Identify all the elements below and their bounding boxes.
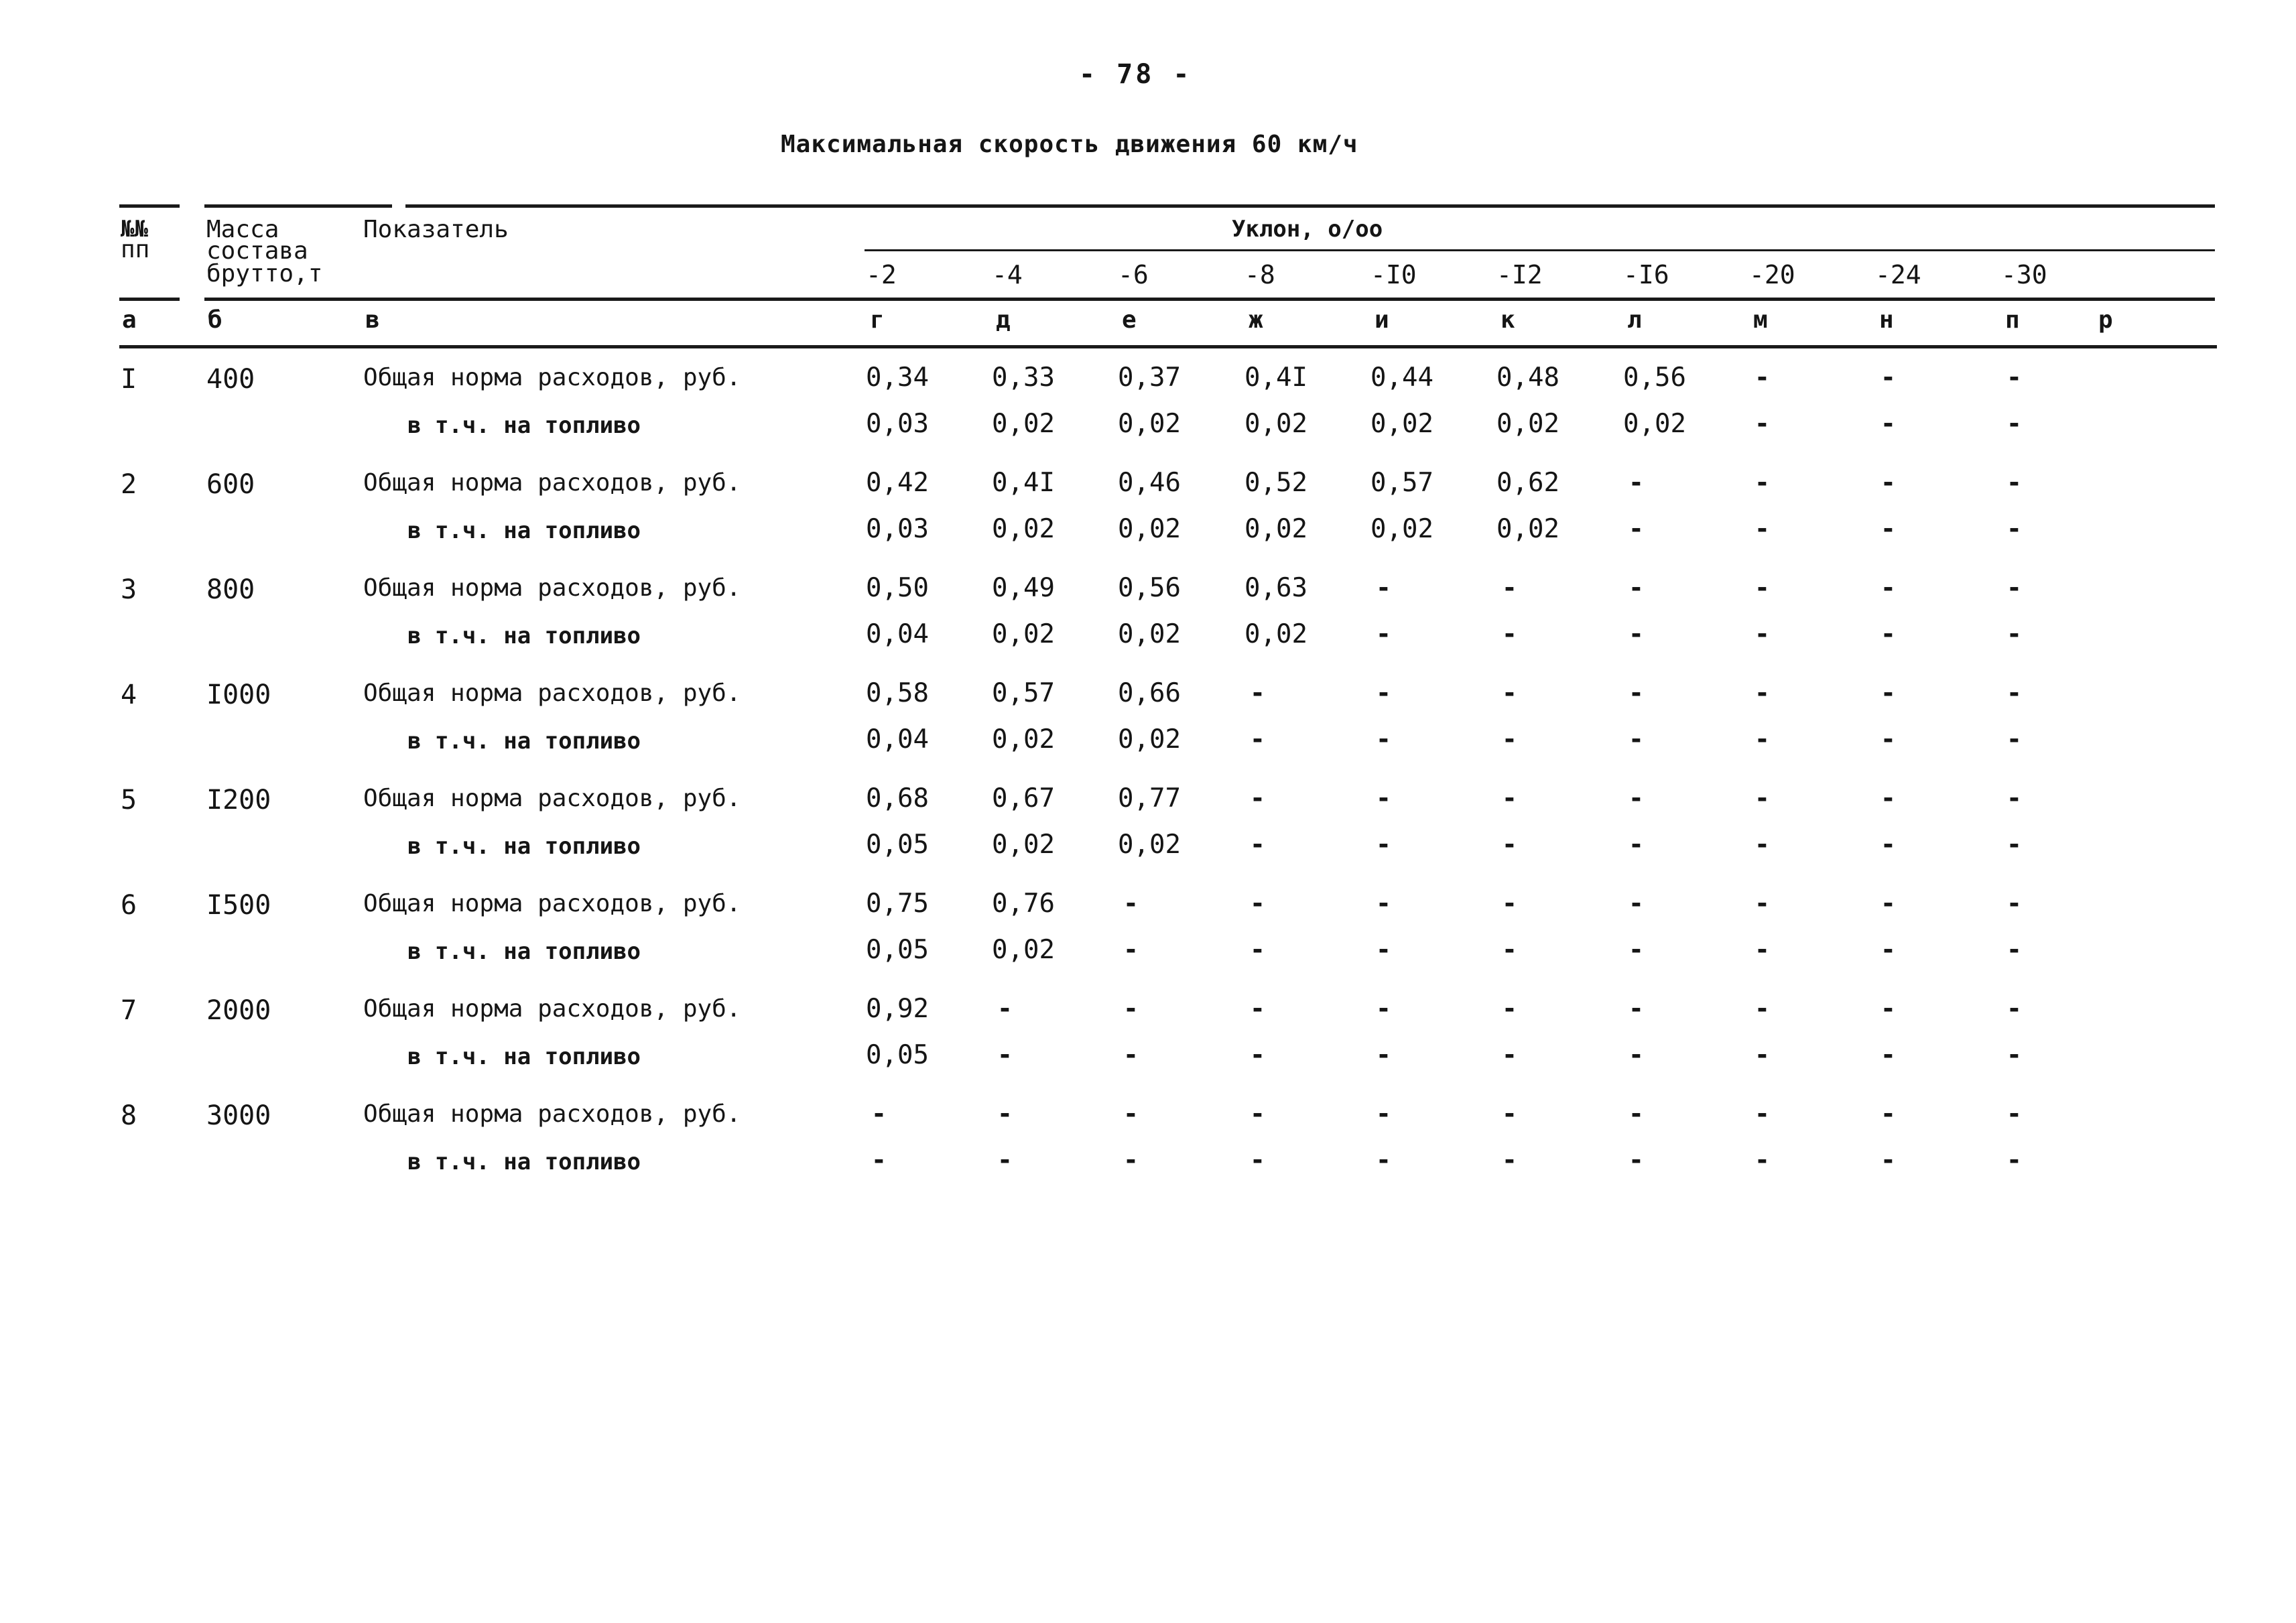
dash-cell: -	[1755, 409, 1770, 438]
dash-cell: -	[871, 1145, 887, 1175]
dash-cell: -	[1755, 889, 1770, 918]
dash-cell: -	[1502, 1145, 1517, 1175]
total-value-cell: 0,33	[992, 363, 1055, 393]
dash-cell: -	[1629, 783, 1644, 813]
total-value-cell: 0,57	[992, 678, 1055, 708]
header-bottom-rule-main	[362, 298, 2215, 301]
fuel-value-cell: 0,05	[866, 1040, 929, 1070]
dash-cell: -	[1629, 468, 1644, 497]
fuel-value-cell: 0,04	[866, 724, 929, 755]
dash-cell: -	[1755, 1099, 1770, 1128]
dash-cell: -	[1755, 619, 1770, 649]
total-value-cell: 0,63	[1245, 573, 1308, 603]
dash-cell: -	[1629, 830, 1644, 859]
dash-cell: -	[2006, 724, 2022, 754]
dash-cell: -	[2006, 514, 2022, 543]
total-value-cell: 0,4I	[992, 468, 1055, 498]
dash-cell: -	[1502, 889, 1517, 918]
column-letter: б	[208, 306, 222, 334]
fuel-value-cell: 0,02	[992, 514, 1055, 544]
fuel-value-cell: 0,02	[1118, 830, 1181, 860]
header-bottom-rule-left	[119, 298, 180, 301]
grade-subheader-rule	[865, 249, 2215, 251]
row-fuel-label: в т.ч. на топливо	[407, 1149, 641, 1175]
dash-cell: -	[2006, 783, 2022, 813]
row-total-label: Общая норма расходов, руб.	[363, 364, 741, 391]
total-value-cell: 0,56	[1623, 363, 1686, 393]
total-value-cell: 0,48	[1496, 363, 1559, 393]
dash-cell: -	[1376, 994, 1391, 1023]
dash-cell: -	[1755, 514, 1770, 543]
dash-cell: -	[2006, 830, 2022, 859]
dash-cell: -	[2006, 409, 2022, 438]
dash-cell: -	[1250, 783, 1265, 813]
header-mass-2: состава	[206, 237, 308, 265]
row-fuel-label: в т.ч. на топливо	[407, 623, 641, 649]
fuel-value-cell: 0,05	[866, 830, 929, 860]
total-value-cell: 0,67	[992, 783, 1055, 814]
dash-cell: -	[1376, 889, 1391, 918]
dash-cell: -	[1755, 935, 1770, 964]
row-total-label: Общая норма расходов, руб.	[363, 679, 741, 707]
row-total-label: Общая норма расходов, руб.	[363, 574, 741, 602]
grade-header-cell: -20	[1749, 260, 1795, 289]
header-bottom-rule-mass	[204, 298, 365, 301]
column-letter: и	[1375, 306, 1389, 334]
column-letter: г	[870, 306, 885, 334]
dash-cell: -	[2006, 468, 2022, 497]
fuel-value-cell: 0,02	[1370, 409, 1433, 439]
dash-cell: -	[2006, 1040, 2022, 1069]
fuel-value-cell: 0,02	[1245, 619, 1308, 649]
total-value-cell: 0,58	[866, 678, 929, 708]
dash-cell: -	[1123, 994, 1139, 1023]
header-indicator: Показатель	[363, 216, 509, 243]
row-fuel-label: в т.ч. на топливо	[407, 833, 641, 860]
dash-cell: -	[1123, 1040, 1139, 1069]
row-mass: 800	[206, 574, 255, 605]
dash-cell: -	[2006, 889, 2022, 918]
grade-header-cell: -8	[1245, 260, 1275, 289]
page-title: Максимальная скорость движения 60 км/ч	[781, 131, 1358, 158]
table-top-rule-left	[119, 204, 180, 208]
column-letter: л	[1627, 306, 1642, 334]
fuel-value-cell: 0,02	[992, 935, 1055, 965]
total-value-cell: 0,66	[1118, 678, 1181, 708]
dash-cell: -	[1376, 1099, 1391, 1128]
dash-cell: -	[1629, 889, 1644, 918]
page-number: - 78 -	[1079, 59, 1192, 90]
dash-cell: -	[1376, 724, 1391, 754]
dash-cell: -	[1250, 935, 1265, 964]
dash-cell: -	[1502, 994, 1517, 1023]
dash-cell: -	[2006, 994, 2022, 1023]
row-fuel-label: в т.ч. на топливо	[407, 728, 641, 755]
row-total-label: Общая норма расходов, руб.	[363, 1100, 741, 1128]
dash-cell: -	[1880, 889, 1896, 918]
column-letter: м	[1753, 306, 1768, 334]
table-top-rule-mass	[204, 204, 392, 208]
dash-cell: -	[2006, 678, 2022, 708]
dash-cell: -	[1502, 724, 1517, 754]
column-letter: в	[365, 306, 380, 334]
fuel-value-cell: 0,02	[1118, 619, 1181, 649]
dash-cell: -	[997, 1040, 1013, 1069]
dash-cell: -	[1880, 1099, 1896, 1128]
fuel-value-cell: 0,02	[1118, 409, 1181, 439]
header-grade-group: Уклон, о/оо	[1232, 216, 1383, 243]
dash-cell: -	[1502, 678, 1517, 708]
dash-cell: -	[1250, 889, 1265, 918]
row-mass: 3000	[206, 1100, 271, 1131]
dash-cell: -	[1250, 994, 1265, 1023]
dash-cell: -	[1880, 830, 1896, 859]
dash-cell: -	[1755, 1145, 1770, 1175]
dash-cell: -	[1880, 514, 1896, 543]
total-value-cell: 0,68	[866, 783, 929, 814]
dash-cell: -	[997, 994, 1013, 1023]
total-value-cell: 0,52	[1245, 468, 1308, 498]
dash-cell: -	[1502, 1040, 1517, 1069]
dash-cell: -	[1250, 830, 1265, 859]
row-mass: I500	[206, 890, 271, 921]
column-letter: к	[1501, 306, 1515, 334]
dash-cell: -	[1376, 1040, 1391, 1069]
dash-cell: -	[1880, 409, 1896, 438]
dash-cell: -	[2006, 363, 2022, 392]
fuel-value-cell: 0,05	[866, 935, 929, 965]
dash-cell: -	[1880, 783, 1896, 813]
dash-cell: -	[1502, 573, 1517, 602]
letter-bottom-rule	[119, 345, 2217, 348]
dash-cell: -	[1755, 1040, 1770, 1069]
row-mass: 2000	[206, 995, 271, 1026]
table-top-rule-main	[405, 204, 2215, 208]
total-value-cell: 0,37	[1118, 363, 1181, 393]
fuel-value-cell: 0,02	[992, 619, 1055, 649]
dash-cell: -	[1755, 830, 1770, 859]
dash-cell: -	[1123, 1099, 1139, 1128]
row-number: 7	[121, 995, 137, 1026]
dash-cell: -	[1376, 678, 1391, 708]
header-no-sub: пп	[121, 236, 150, 263]
row-total-label: Общая норма расходов, руб.	[363, 785, 741, 812]
row-number: 8	[121, 1100, 137, 1131]
column-letter: а	[122, 306, 137, 334]
grade-header-cell: -6	[1118, 260, 1149, 289]
dash-cell: -	[1629, 1099, 1644, 1128]
grade-header-cell: -2	[866, 260, 897, 289]
total-value-cell: 0,57	[1370, 468, 1433, 498]
dash-cell: -	[1880, 1145, 1896, 1175]
row-total-label: Общая норма расходов, руб.	[363, 469, 741, 497]
dash-cell: -	[1123, 1145, 1139, 1175]
row-fuel-label: в т.ч. на топливо	[407, 517, 641, 544]
dash-cell: -	[1376, 783, 1391, 813]
column-letter: н	[1879, 306, 1894, 334]
dash-cell: -	[2006, 619, 2022, 649]
total-value-cell: 0,56	[1118, 573, 1181, 603]
dash-cell: -	[1755, 994, 1770, 1023]
total-value-cell: 0,50	[866, 573, 929, 603]
total-value-cell: 0,92	[866, 994, 929, 1024]
column-letter: д	[996, 306, 1011, 334]
dash-cell: -	[1880, 468, 1896, 497]
row-mass: I200	[206, 785, 271, 816]
row-mass: I000	[206, 679, 271, 710]
grade-header-cell: -4	[992, 260, 1023, 289]
dash-cell: -	[1250, 724, 1265, 754]
dash-cell: -	[1502, 830, 1517, 859]
dash-cell: -	[1880, 935, 1896, 964]
total-value-cell: 0,44	[1370, 363, 1433, 393]
dash-cell: -	[1376, 573, 1391, 602]
dash-cell: -	[1880, 678, 1896, 708]
row-fuel-label: в т.ч. на топливо	[407, 412, 641, 439]
fuel-value-cell: 0,02	[1245, 514, 1308, 544]
dash-cell: -	[1250, 1040, 1265, 1069]
fuel-value-cell: 0,02	[1496, 514, 1559, 544]
dash-cell: -	[1502, 935, 1517, 964]
row-fuel-label: в т.ч. на топливо	[407, 1043, 641, 1070]
fuel-value-cell: 0,02	[1245, 409, 1308, 439]
grade-header-cell: -I2	[1496, 260, 1543, 289]
dash-cell: -	[1880, 619, 1896, 649]
dash-cell: -	[2006, 935, 2022, 964]
dash-cell: -	[1250, 678, 1265, 708]
dash-cell: -	[1755, 573, 1770, 602]
grade-header-cell: -I0	[1370, 260, 1417, 289]
fuel-value-cell: 0,02	[992, 724, 1055, 755]
dash-cell: -	[1755, 468, 1770, 497]
total-value-cell: 0,42	[866, 468, 929, 498]
total-value-cell: 0,49	[992, 573, 1055, 603]
column-letter: р	[2098, 306, 2113, 334]
dash-cell: -	[1629, 678, 1644, 708]
total-value-cell: 0,46	[1118, 468, 1181, 498]
dash-cell: -	[1755, 783, 1770, 813]
row-number: I	[121, 364, 137, 395]
column-letter: е	[1122, 306, 1137, 334]
grade-header-cell: -30	[2001, 260, 2047, 289]
row-fuel-label: в т.ч. на топливо	[407, 938, 641, 965]
dash-cell: -	[1880, 573, 1896, 602]
dash-cell: -	[1502, 783, 1517, 813]
total-value-cell: 0,75	[866, 889, 929, 919]
dash-cell: -	[1629, 573, 1644, 602]
fuel-value-cell: 0,02	[1496, 409, 1559, 439]
dash-cell: -	[1250, 1145, 1265, 1175]
row-mass: 600	[206, 469, 255, 500]
dash-cell: -	[997, 1145, 1013, 1175]
dash-cell: -	[1880, 363, 1896, 392]
grade-header-cell: -24	[1875, 260, 1921, 289]
dash-cell: -	[1376, 830, 1391, 859]
fuel-value-cell: 0,02	[1118, 514, 1181, 544]
dash-cell: -	[997, 1099, 1013, 1128]
dash-cell: -	[1755, 678, 1770, 708]
dash-cell: -	[1629, 724, 1644, 754]
dash-cell: -	[1629, 1040, 1644, 1069]
dash-cell: -	[1880, 994, 1896, 1023]
dash-cell: -	[1250, 1099, 1265, 1128]
dash-cell: -	[1629, 619, 1644, 649]
row-number: 3	[121, 574, 137, 605]
total-value-cell: 0,34	[866, 363, 929, 393]
header-mass-1: Масса	[206, 216, 279, 243]
fuel-value-cell: 0,02	[1118, 724, 1181, 755]
total-value-cell: 0,76	[992, 889, 1055, 919]
fuel-value-cell: 0,04	[866, 619, 929, 649]
total-value-cell: 0,77	[1118, 783, 1181, 814]
dash-cell: -	[2006, 573, 2022, 602]
dash-cell: -	[1880, 1040, 1896, 1069]
fuel-value-cell: 0,02	[1370, 514, 1433, 544]
dash-cell: -	[871, 1099, 887, 1128]
dash-cell: -	[1755, 724, 1770, 754]
fuel-value-cell: 0,02	[1623, 409, 1686, 439]
header-no: №№	[121, 216, 148, 243]
row-total-label: Общая норма расходов, руб.	[363, 890, 741, 917]
dash-cell: -	[1880, 724, 1896, 754]
row-number: 5	[121, 785, 137, 816]
row-number: 2	[121, 469, 137, 500]
dash-cell: -	[1629, 994, 1644, 1023]
row-number: 4	[121, 679, 137, 710]
dash-cell: -	[2006, 1145, 2022, 1175]
dash-cell: -	[1629, 935, 1644, 964]
column-letter: ж	[1249, 306, 1263, 334]
grade-header-cell: -I6	[1623, 260, 1669, 289]
row-mass: 400	[206, 364, 255, 395]
dash-cell: -	[1376, 935, 1391, 964]
dash-cell: -	[1629, 1145, 1644, 1175]
row-total-label: Общая норма расходов, руб.	[363, 995, 741, 1023]
dash-cell: -	[1629, 514, 1644, 543]
fuel-value-cell: 0,02	[992, 409, 1055, 439]
dash-cell: -	[1123, 889, 1139, 918]
dash-cell: -	[1376, 619, 1391, 649]
total-value-cell: 0,4I	[1245, 363, 1308, 393]
dash-cell: -	[1502, 619, 1517, 649]
header-mass-3: брутто,т	[206, 260, 323, 287]
total-value-cell: 0,62	[1496, 468, 1559, 498]
dash-cell: -	[1376, 1145, 1391, 1175]
fuel-value-cell: 0,02	[992, 830, 1055, 860]
fuel-value-cell: 0,03	[866, 409, 929, 439]
row-number: 6	[121, 890, 137, 921]
column-letter: п	[2005, 306, 2020, 334]
dash-cell: -	[1755, 363, 1770, 392]
fuel-value-cell: 0,03	[866, 514, 929, 544]
dash-cell: -	[1502, 1099, 1517, 1128]
dash-cell: -	[2006, 1099, 2022, 1128]
dash-cell: -	[1123, 935, 1139, 964]
